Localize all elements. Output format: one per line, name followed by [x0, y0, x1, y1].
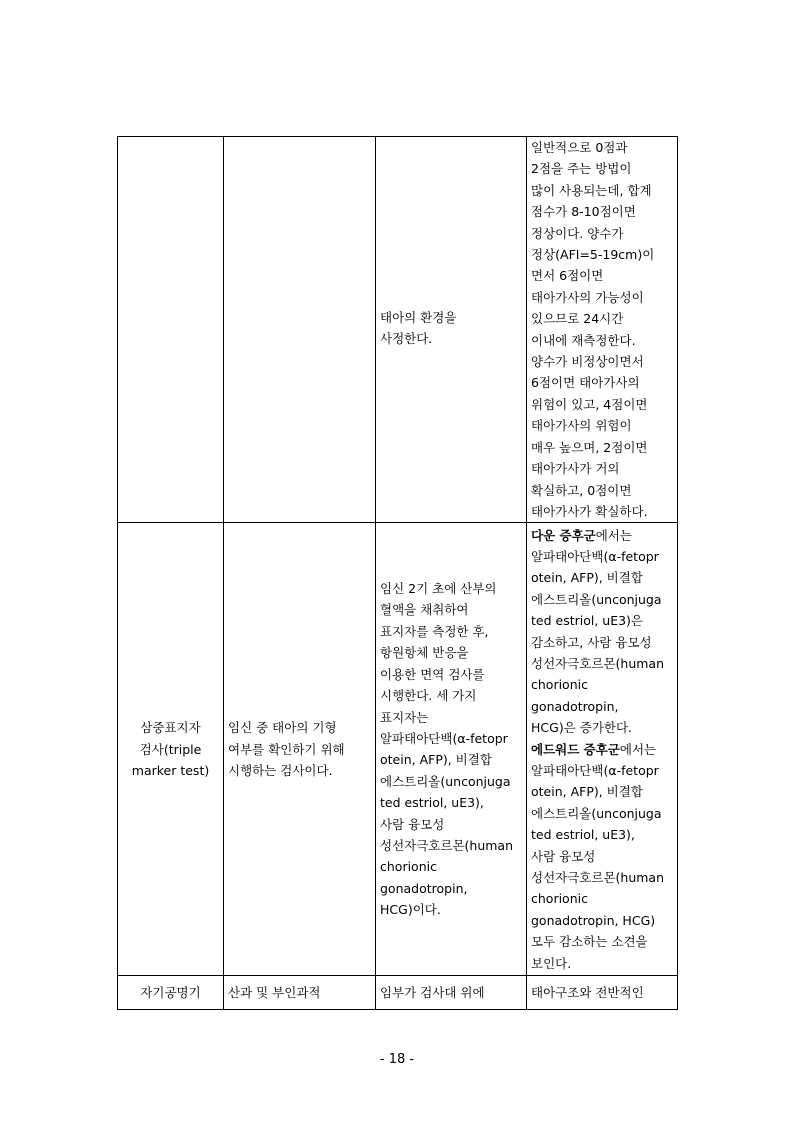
text-line: chorionic — [531, 677, 588, 693]
text-line: 검사(triple — [139, 741, 202, 757]
edwards-syndrome-label: 에드워드 증후군 — [531, 741, 620, 757]
table-row — [118, 523, 678, 976]
text-line: 태아가사가 거의 — [531, 461, 620, 477]
text-line: chorionic — [380, 859, 437, 875]
text-line: 사람 융모성 — [531, 848, 596, 864]
text-line: 임신 중 태아의 기형 — [228, 720, 337, 736]
text-line: 위험이 있고, 4점이면 — [531, 396, 648, 412]
text-line: 알파태아단백(α-fetopr — [531, 548, 659, 564]
text-line: 감소하고, 사람 융모성 — [531, 634, 652, 650]
text-line: otein, AFP), 비결합 — [531, 784, 643, 800]
text-line: 에스트리올(unconjuga — [531, 591, 662, 607]
row2-test-name-cell — [118, 523, 224, 976]
text-line: ted estriol, uE3), — [380, 795, 484, 811]
text-line: gonadotropin, — [380, 880, 468, 896]
text-line: 에스트리올(unconjuga — [531, 805, 662, 821]
text-line: 점수가 8-10점이면 — [531, 204, 636, 220]
text-line: 태아가사의 가능성이 — [531, 289, 644, 305]
text-line: 사람 융모성 — [380, 816, 445, 832]
text-line: 삼중표지자 — [140, 720, 201, 736]
text-line: 알파태아단백(α-fetopr — [380, 730, 508, 746]
text-line: 성선자극호르몬(human — [531, 655, 665, 671]
table-row — [118, 976, 678, 1010]
text-line: 모두 감소하는 소견을 — [531, 934, 648, 950]
text-line: 혈액을 채취하여 — [380, 602, 469, 618]
text-line: 태아가사의 위험이 — [531, 418, 632, 434]
text-line: 성선자극호르몬(human — [531, 870, 665, 886]
text-line: gonadotropin, HCG) — [531, 912, 656, 928]
text-fragment: 에서는 — [595, 527, 632, 543]
text-line: 매우 높으며, 2점이면 — [531, 439, 648, 455]
text-line: 있으므로 24시간 — [531, 311, 624, 327]
row1-test-name-cell — [118, 137, 224, 523]
text-line: 여부를 확인하기 위해 — [228, 741, 345, 757]
row3-test-name-cell: 자기공명기 — [118, 976, 224, 1010]
text-line: 2점을 주는 방법이 — [531, 161, 632, 177]
table-row — [118, 137, 678, 523]
row3-method-cell: 임부가 검사대 위에 — [376, 976, 527, 1010]
text-line: HCG)이다. — [380, 902, 441, 918]
text-line: 정상이다. 양수가 — [531, 225, 624, 241]
text-line: ted estriol, uE3)은 — [531, 613, 644, 629]
text-line: 임신 2기 초에 산부의 — [380, 581, 497, 597]
text-line: 사정한다. — [380, 331, 433, 347]
text-line: 이내에 재측정한다. — [531, 332, 636, 348]
text-line — [531, 739, 673, 760]
document-table — [117, 136, 678, 1010]
text-line: 항원항체 반응을 — [380, 645, 469, 661]
text-line: 태아의 환경을 — [380, 310, 457, 325]
text-fragment: 에서는 — [619, 741, 657, 757]
text-line: chorionic — [531, 891, 588, 907]
text-line: 표지자는 — [380, 709, 429, 725]
page-number: - 18 - — [379, 1052, 415, 1067]
row3-description-cell: 산과 및 부인과적 — [224, 976, 376, 1010]
text-line: 태아가사가 확실하다. — [531, 503, 648, 519]
row2-method-cell — [376, 523, 527, 976]
row3-findings-cell: 태아구조와 전반적인 — [527, 976, 678, 1010]
text-line: ted estriol, uE3), — [531, 827, 635, 843]
text-line: 알파태아단백(α-fetopr — [531, 763, 659, 779]
text-line: gonadotropin, — [531, 698, 619, 714]
text-line: marker test) — [131, 763, 210, 779]
text-line: 보인다. — [531, 955, 572, 971]
text-line: 성선자극호르몬(human — [380, 837, 514, 853]
text-line: 시행한다. 세 가지 — [380, 688, 477, 704]
text-line: 시행하는 검사이다. — [228, 763, 333, 779]
text-line — [531, 525, 673, 546]
text-line: 표지자를 측정한 후, — [380, 623, 489, 639]
down-syndrome-label: 다운 증후군 — [531, 527, 596, 543]
text-line: 면서 6점이면 — [531, 268, 604, 284]
text-line: 확실하고, 0점이면 — [531, 482, 632, 498]
text-line: 많이 사용되는데, 합계 — [531, 182, 652, 198]
text-line: 에스트리올(unconjuga — [380, 773, 511, 789]
row2-findings-cell — [527, 523, 678, 976]
text-line: otein, AFP), 비결합 — [380, 752, 492, 768]
text-line: otein, AFP), 비결합 — [531, 570, 643, 586]
text-line: 6점이면 태아가사의 — [531, 375, 640, 391]
row1-findings-cell — [527, 137, 678, 523]
row1-method-cell — [376, 137, 527, 523]
text-line: 이용한 면역 검사를 — [380, 666, 485, 682]
text-line: 일반적으로 0점과 — [531, 140, 628, 155]
text-line: 정상(AFI=5-19cm)이 — [531, 247, 655, 263]
text-line: 양수가 비정상이면서 — [531, 354, 644, 370]
row2-description-cell — [224, 523, 376, 976]
row1-description-cell — [224, 137, 376, 523]
text-line: HCG)은 증가한다. — [531, 720, 633, 736]
